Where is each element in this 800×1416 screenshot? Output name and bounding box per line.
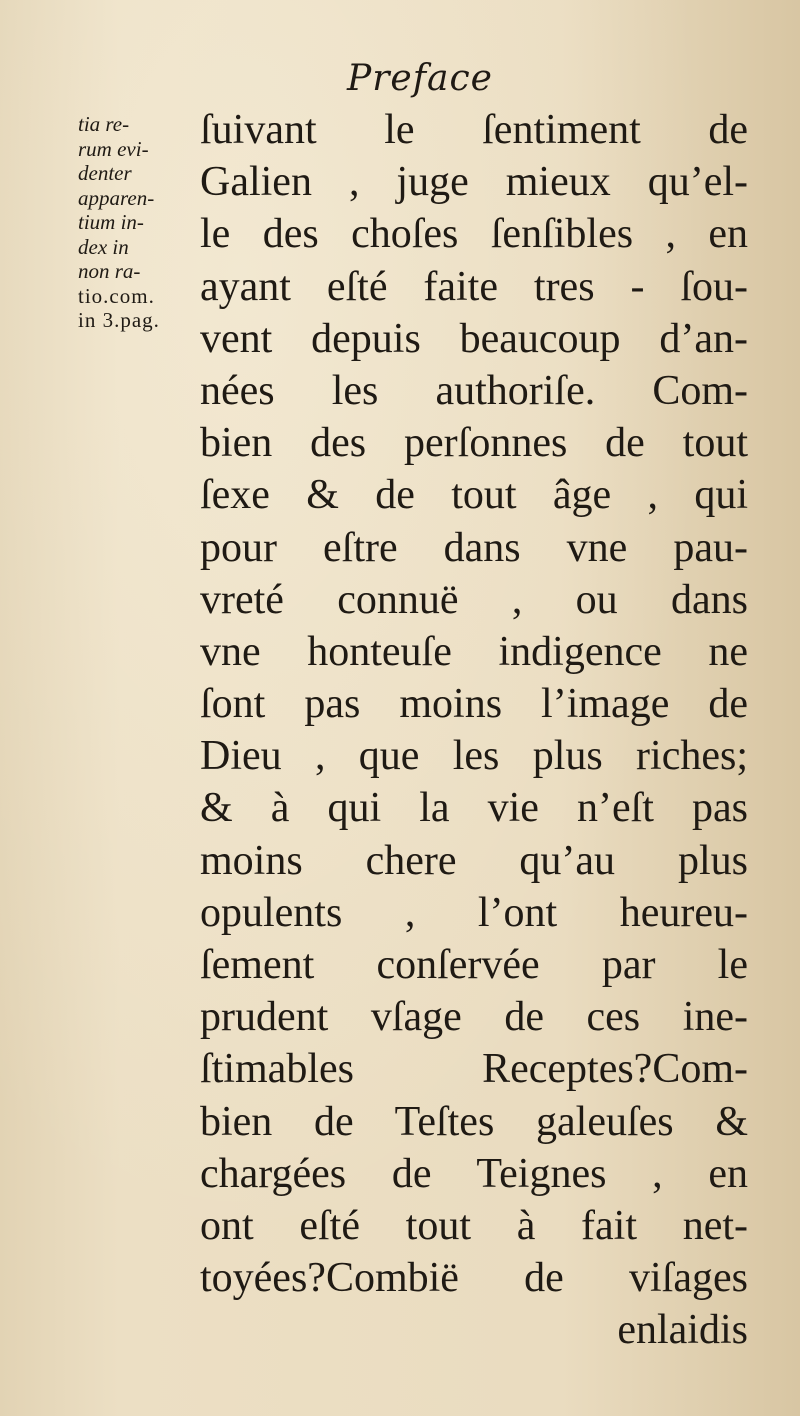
text-line: ſexe & de tout âge , qui (200, 472, 748, 519)
text-line: vent depuis beaucoup d’an- (200, 315, 748, 362)
text-line: bien des perſonnes de tout (200, 420, 748, 467)
text-line: vne honteuſe indigence ne (200, 628, 748, 675)
margin-note-line: apparen- (78, 185, 155, 210)
margin-note-line: non ra- (78, 259, 141, 283)
text-line: bien de Teſtes galeuſes & (200, 1098, 748, 1145)
text-line: ſuivant le ſentiment de (200, 107, 748, 153)
text-line: chargées de Teignes , en (200, 1150, 748, 1197)
text-line: moins chere qu’au plus (200, 837, 748, 884)
text-line: ſement conſervée par le (200, 942, 748, 988)
text-line: toyées?Combië de viſages (200, 1255, 748, 1302)
margin-note-line: tium in- (78, 210, 144, 234)
text-line: nées les authoriſe. Com- (200, 367, 748, 414)
margin-note-line: tia re- (78, 112, 130, 136)
text-line: ſtimables Receptes?Com- (200, 1046, 748, 1093)
text-line: opulents , l’ont heureu- (200, 889, 748, 936)
text-line: prudent vſage de ces ine- (200, 994, 748, 1041)
text-line: vreté connuë , ou dans (200, 576, 748, 623)
text-line: ont eſté tout à fait net- (200, 1202, 748, 1249)
text-line: Galien , juge mieux qu’el- (200, 159, 748, 206)
margin-note-line: tio.com. (78, 283, 155, 308)
margin-note-line: dex in (78, 234, 129, 259)
margin-note-line: rum evi- (78, 136, 149, 161)
body-text (200, 104, 748, 1357)
running-header: Preface (347, 58, 493, 99)
catchword: enlaidis (617, 1307, 748, 1354)
margin-note-line: denter (78, 161, 132, 185)
text-line: pour eſtre dans vne pau- (200, 524, 748, 571)
text-line: ſont pas moins l’image de (200, 681, 748, 728)
text-line: ayant eſté faite tres - ſou- (200, 263, 748, 310)
text-line: Dieu , que les plus riches; (200, 733, 748, 780)
text-line: & à qui la vie n’eſt pas (200, 785, 748, 832)
margin-note (78, 112, 206, 333)
margin-note-line: in 3.pag. (78, 308, 160, 332)
text-line: le des choſes ſenſibles , en (200, 211, 748, 258)
